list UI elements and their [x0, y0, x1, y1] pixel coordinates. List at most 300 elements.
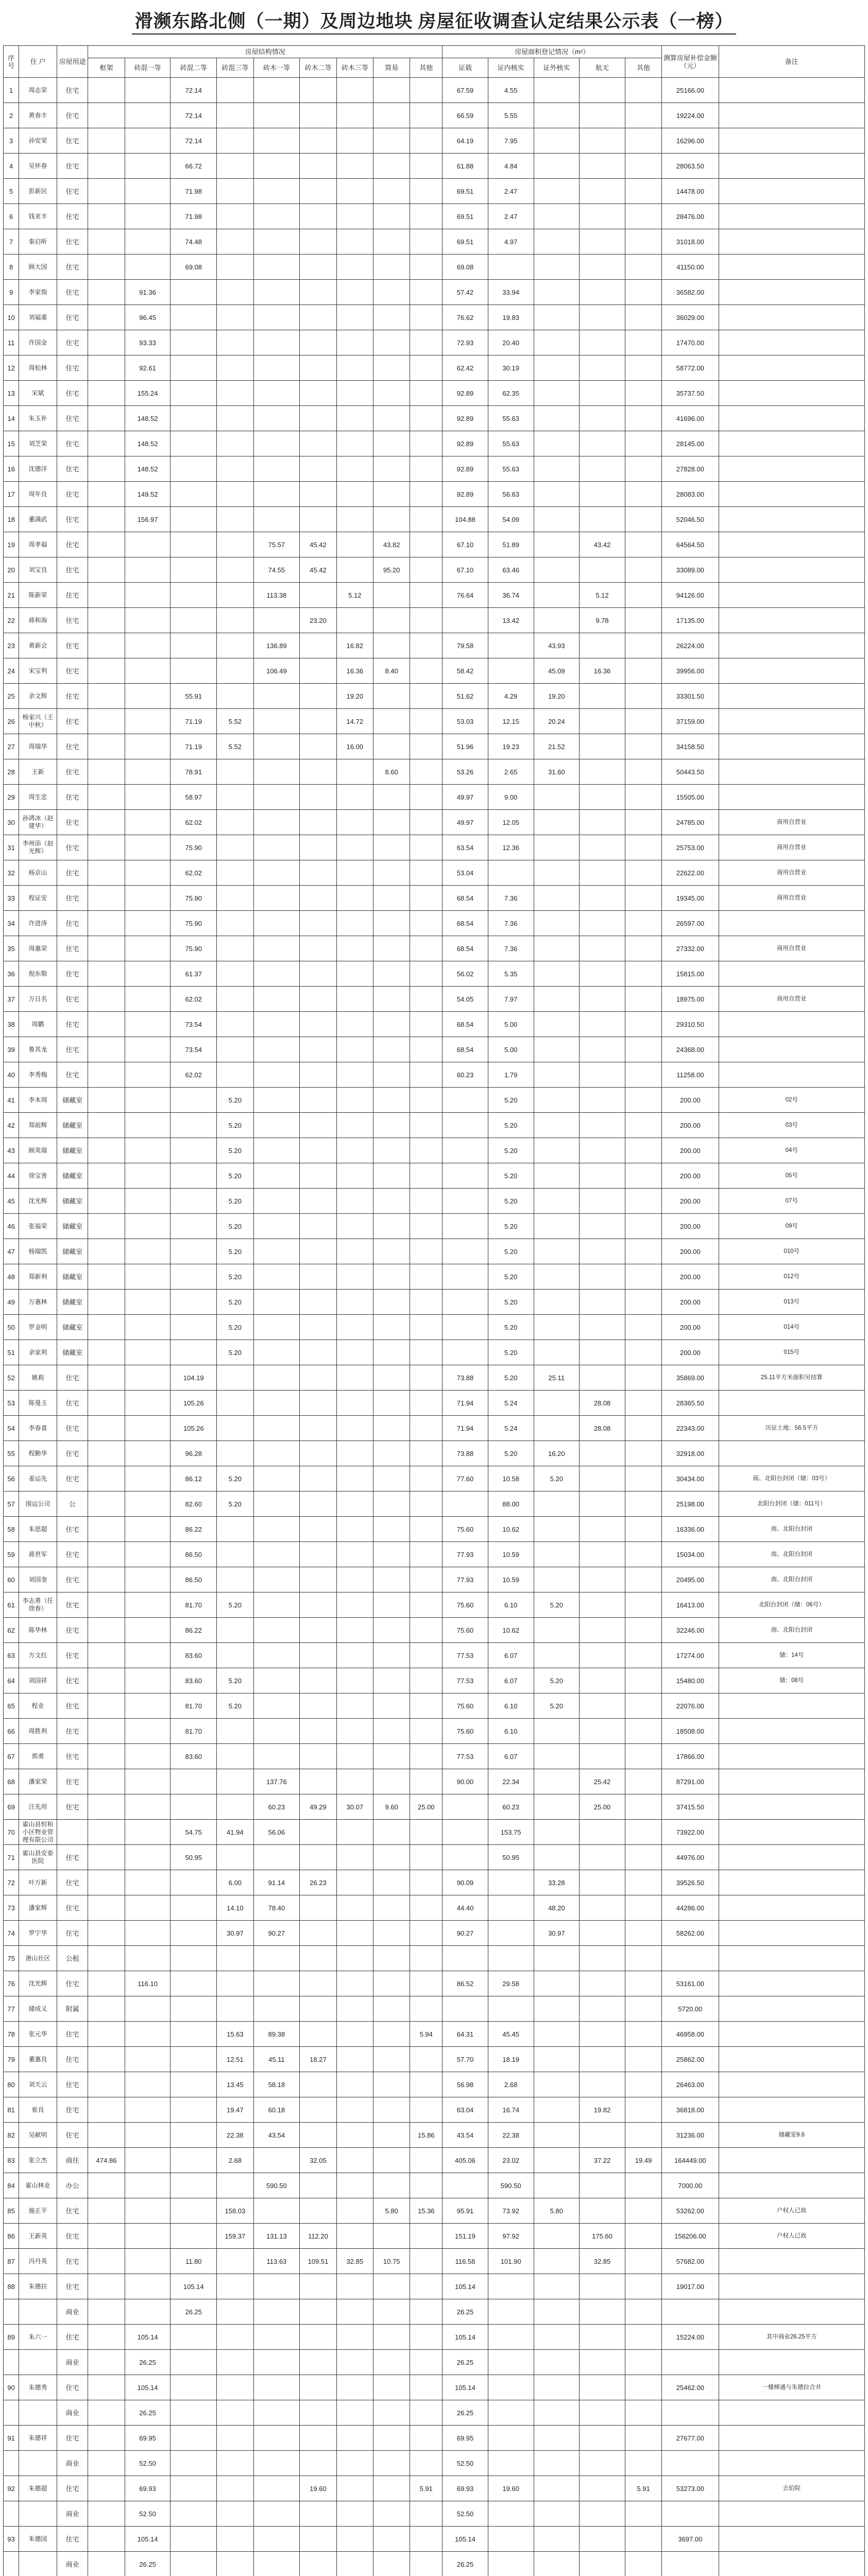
row-use: 商业 [57, 2451, 88, 2476]
row-cell [125, 532, 171, 557]
row-cell: 5.20 [217, 1163, 253, 1189]
row-cell: 79.58 [442, 633, 488, 658]
row-cell [580, 1466, 625, 1492]
row-use: 储藏室 [57, 1138, 88, 1163]
row-cell [336, 1921, 373, 1946]
row-cell [534, 431, 580, 456]
row-cell [410, 785, 442, 810]
row-use: 住宅 [57, 482, 88, 507]
row-cell [253, 128, 300, 154]
row-seq: 64 [4, 1668, 19, 1693]
table-row [4, 684, 865, 709]
table-row [4, 734, 865, 759]
row-cell: 77.93 [442, 1567, 488, 1592]
row-cell [336, 1315, 373, 1340]
row-cell [171, 2198, 217, 2224]
row-cell [217, 2501, 253, 2527]
row-cell [488, 1870, 534, 1895]
row-cell: 49.97 [442, 810, 488, 835]
row-cell [534, 2123, 580, 2148]
row-cell [410, 1618, 442, 1643]
row-remark: 04号 [719, 1138, 864, 1163]
row-value: 17866.00 [662, 1744, 719, 1769]
row-cell [217, 557, 253, 583]
row-cell: 148.52 [125, 456, 171, 482]
row-cell [373, 1870, 410, 1895]
row-cell [300, 911, 336, 936]
row-remark [719, 684, 864, 709]
row-cell: 5.94 [410, 2022, 442, 2047]
row-cell [373, 255, 410, 280]
row-cell [217, 431, 253, 456]
row-owner: 李州添（赵光辉） [19, 835, 57, 860]
row-cell [410, 557, 442, 583]
row-cell [534, 1391, 580, 1416]
row-cell: 74.48 [171, 229, 217, 255]
row-cell [253, 684, 300, 709]
row-cell [88, 1971, 125, 1996]
row-cell [217, 255, 253, 280]
row-cell [88, 229, 125, 255]
row-cell [534, 2501, 580, 2527]
row-cell [336, 987, 373, 1012]
row-cell [580, 860, 625, 886]
row-cell [88, 2299, 125, 2325]
row-cell [625, 2451, 661, 2476]
row-cell [300, 1971, 336, 1996]
row-cell [171, 1315, 217, 1340]
row-cell: 75.57 [253, 532, 300, 557]
row-cell [373, 1088, 410, 1113]
row-remark: 南、北阳台封闭 [719, 1517, 864, 1542]
row-cell [580, 557, 625, 583]
header-col: 证内核实 [488, 58, 534, 78]
row-value: 46958.00 [662, 2022, 719, 2047]
table-row [4, 2350, 865, 2375]
row-owner: 余文辉 [19, 684, 57, 709]
row-use: 住宅 [57, 2249, 88, 2274]
row-owner: 许国金 [19, 330, 57, 355]
row-remark [719, 2501, 864, 2527]
row-cell [410, 381, 442, 406]
row-cell [625, 2224, 661, 2249]
row-cell [217, 2451, 253, 2476]
row-use: 住宅 [57, 128, 88, 154]
row-owner: 宋斌 [19, 381, 57, 406]
row-cell [125, 1416, 171, 1441]
row-cell [336, 1870, 373, 1895]
row-cell: 175.60 [580, 2224, 625, 2249]
row-cell [253, 305, 300, 330]
row-cell [336, 1062, 373, 1088]
row-cell [253, 355, 300, 381]
row-seq: 88 [4, 2274, 19, 2299]
row-owner: 顾英瑞 [19, 1138, 57, 1163]
row-remark: 03号 [719, 1113, 864, 1138]
row-remark [719, 305, 864, 330]
row-value: 32918.00 [662, 1441, 719, 1466]
row-cell: 81.70 [171, 1693, 217, 1719]
row-cell [580, 1996, 625, 2022]
row-remark: 015号 [719, 1340, 864, 1365]
row-use: 住宅 [57, 759, 88, 785]
row-cell [125, 1088, 171, 1113]
row-cell [88, 785, 125, 810]
row-cell [336, 1088, 373, 1113]
row-cell [171, 280, 217, 305]
row-remark: 02号 [719, 1088, 864, 1113]
row-cell [300, 1996, 336, 2022]
row-value: 53161.00 [662, 1971, 719, 1996]
row-cell [300, 305, 336, 330]
row-cell [580, 154, 625, 179]
row-cell: 10.75 [373, 2249, 410, 2274]
row-cell: 63.04 [442, 2097, 488, 2123]
row-cell [88, 179, 125, 204]
row-cell: 71.94 [442, 1391, 488, 1416]
row-cell: 7.95 [488, 128, 534, 154]
row-cell [580, 936, 625, 961]
row-seq: 20 [4, 557, 19, 583]
row-cell [373, 835, 410, 860]
row-cell [410, 860, 442, 886]
row-owner: 孙鸿冰（赵建华） [19, 810, 57, 835]
row-cell [88, 330, 125, 355]
row-owner: 朱玉补 [19, 406, 57, 431]
row-cell: 9.60 [373, 1794, 410, 1820]
row-cell [373, 1290, 410, 1315]
row-cell [125, 936, 171, 961]
table-row [4, 507, 865, 532]
row-cell [300, 355, 336, 381]
row-cell: 62.02 [171, 810, 217, 835]
row-cell [300, 103, 336, 128]
row-cell: 15.36 [410, 2198, 442, 2224]
row-cell [300, 1088, 336, 1113]
row-cell [253, 2527, 300, 2552]
row-cell [373, 886, 410, 911]
row-cell [125, 1870, 171, 1895]
row-cell: 73.54 [171, 1012, 217, 1037]
row-cell: 43.54 [442, 2123, 488, 2148]
row-cell [625, 2501, 661, 2527]
row-cell [336, 1239, 373, 1264]
row-cell [253, 1290, 300, 1315]
header-col: 砖木二等 [300, 58, 336, 78]
row-cell [217, 330, 253, 355]
row-remark: 户权人已故 [719, 2224, 864, 2249]
row-cell: 81.70 [171, 1719, 217, 1744]
row-use: 住宅 [57, 936, 88, 961]
row-value [662, 2299, 719, 2325]
row-cell [171, 1163, 217, 1189]
row-cell [336, 961, 373, 987]
row-value: 200.00 [662, 1113, 719, 1138]
row-cell [300, 2198, 336, 2224]
row-cell: 10.62 [488, 1618, 534, 1643]
row-cell [373, 1643, 410, 1668]
row-cell: 5.00 [488, 1012, 534, 1037]
row-cell [410, 1340, 442, 1365]
row-value: 73922.00 [662, 1820, 719, 1845]
row-cell [171, 2173, 217, 2198]
row-cell [373, 154, 410, 179]
row-use: 住宅 [57, 280, 88, 305]
row-cell [580, 78, 625, 103]
row-cell: 48.20 [534, 1895, 580, 1921]
row-cell: 26.25 [125, 2350, 171, 2375]
row-remark [719, 1895, 864, 1921]
row-cell [625, 608, 661, 633]
row-owner: 刘天云 [19, 2072, 57, 2097]
row-owner: 周瑞华 [19, 734, 57, 759]
row-cell [253, 1567, 300, 1592]
row-value: 15815.00 [662, 961, 719, 987]
row-cell [125, 103, 171, 128]
row-cell: 67.10 [442, 557, 488, 583]
row-value: 28145.00 [662, 431, 719, 456]
row-use: 住宅 [57, 2274, 88, 2299]
row-seq: 80 [4, 2072, 19, 2097]
row-owner: 周生忠 [19, 785, 57, 810]
row-cell [625, 936, 661, 961]
row-owner: 周胜利 [19, 1719, 57, 1744]
row-cell: 6.07 [488, 1744, 534, 1769]
table-row [4, 2249, 865, 2274]
row-cell [580, 1719, 625, 1744]
row-cell: 5.20 [217, 1315, 253, 1340]
table-row [4, 2148, 865, 2173]
row-cell [373, 1517, 410, 1542]
row-value: 32246.00 [662, 1618, 719, 1643]
row-cell: 5.52 [217, 734, 253, 759]
row-cell [410, 608, 442, 633]
row-cell [253, 1618, 300, 1643]
row-seq: 73 [4, 1895, 19, 1921]
row-cell: 32.05 [300, 2148, 336, 2173]
row-cell [373, 456, 410, 482]
row-remark: 历证土地：56.5平方 [719, 1416, 864, 1441]
row-remark [719, 406, 864, 431]
row-cell [253, 1996, 300, 2022]
row-cell: 5.91 [625, 2476, 661, 2501]
row-value: 44976.00 [662, 1845, 719, 1870]
row-cell: 50.95 [488, 1845, 534, 1870]
row-remark [719, 1946, 864, 1971]
row-cell [580, 2299, 625, 2325]
row-cell: 19.83 [488, 305, 534, 330]
row-cell [88, 1517, 125, 1542]
row-cell [488, 633, 534, 658]
row-cell [125, 229, 171, 255]
row-cell: 16.74 [488, 2097, 534, 2123]
table-row [4, 103, 865, 128]
row-cell [88, 1138, 125, 1163]
row-cell [625, 1315, 661, 1340]
row-remark: 一楼梯通与朱德拉合并 [719, 2375, 864, 2400]
row-value [662, 2501, 719, 2527]
row-cell [580, 1820, 625, 1845]
row-cell [534, 810, 580, 835]
row-cell [336, 1769, 373, 1794]
row-use: 储藏室 [57, 1290, 88, 1315]
row-use: 住宅 [57, 1416, 88, 1441]
row-cell [336, 2299, 373, 2325]
row-cell [217, 305, 253, 330]
row-cell [410, 78, 442, 103]
row-cell: 71.98 [171, 179, 217, 204]
row-value: 44286.00 [662, 1895, 719, 1921]
row-cell: 68.54 [442, 936, 488, 961]
row-cell [534, 355, 580, 381]
row-cell: 52.50 [442, 2501, 488, 2527]
row-owner: 许进涛 [19, 911, 57, 936]
row-seq: 51 [4, 1340, 19, 1365]
row-cell: 5.20 [217, 1113, 253, 1138]
row-cell [534, 1820, 580, 1845]
row-value: 27828.00 [662, 456, 719, 482]
row-seq: 15 [4, 431, 19, 456]
row-cell [580, 1643, 625, 1668]
header-col: 砖木三等 [336, 58, 373, 78]
row-cell [625, 2022, 661, 2047]
row-cell [300, 381, 336, 406]
row-seq: 86 [4, 2224, 19, 2249]
row-cell: 19.82 [580, 2097, 625, 2123]
header-remark: 备注 [719, 46, 864, 78]
row-cell [410, 2325, 442, 2350]
row-cell: 90.27 [253, 1921, 300, 1946]
row-cell [253, 330, 300, 355]
row-use: 储藏室 [57, 1264, 88, 1290]
row-cell: 104.88 [442, 507, 488, 532]
row-cell [373, 860, 410, 886]
row-cell: 75.60 [442, 1719, 488, 1744]
row-cell [534, 1567, 580, 1592]
row-cell [336, 886, 373, 911]
row-cell [534, 1643, 580, 1668]
row-cell [625, 1542, 661, 1567]
row-cell [580, 1315, 625, 1340]
row-cell [217, 2173, 253, 2198]
row-cell: 51.62 [442, 684, 488, 709]
row-cell: 75.60 [442, 1693, 488, 1719]
row-cell: 75.60 [442, 1618, 488, 1643]
row-cell [373, 406, 410, 431]
row-cell [300, 2299, 336, 2325]
row-cell [171, 633, 217, 658]
row-cell [88, 608, 125, 633]
row-cell [336, 1391, 373, 1416]
row-value: 20495.00 [662, 1567, 719, 1592]
row-cell: 55.91 [171, 684, 217, 709]
row-cell [336, 1189, 373, 1214]
row-cell [125, 835, 171, 860]
row-cell: 16.82 [336, 633, 373, 658]
row-cell: 43.82 [373, 532, 410, 557]
row-cell: 19.60 [488, 2476, 534, 2501]
row-cell: 77.53 [442, 1744, 488, 1769]
row-cell [625, 1971, 661, 1996]
row-seq: 83 [4, 2148, 19, 2173]
row-seq: 5 [4, 179, 19, 204]
row-cell [410, 2451, 442, 2476]
row-cell: 26.25 [442, 2400, 488, 2426]
row-cell [336, 1340, 373, 1365]
row-value: 53262.00 [662, 2198, 719, 2224]
row-cell [88, 2224, 125, 2249]
row-cell [625, 1517, 661, 1542]
header-value: 测算房屋补偿金额（元） [662, 46, 719, 78]
row-cell [125, 2097, 171, 2123]
row-cell [217, 1062, 253, 1088]
row-seq: 24 [4, 658, 19, 684]
row-cell [373, 2022, 410, 2047]
row-seq: 81 [4, 2097, 19, 2123]
row-cell [580, 835, 625, 860]
row-owner: 刘福重 [19, 305, 57, 330]
row-cell [373, 810, 410, 835]
row-cell [625, 1794, 661, 1820]
row-cell [300, 2350, 336, 2375]
row-seq: 33 [4, 886, 19, 911]
row-cell [253, 1037, 300, 1062]
row-cell [300, 1290, 336, 1315]
row-cell [171, 557, 217, 583]
row-cell: 72.93 [442, 330, 488, 355]
row-cell [125, 1391, 171, 1416]
row-cell: 19.20 [534, 684, 580, 709]
row-cell [625, 911, 661, 936]
row-cell: 55.63 [488, 431, 534, 456]
row-seq: 18 [4, 507, 19, 532]
row-cell [300, 255, 336, 280]
row-cell [217, 1567, 253, 1592]
row-cell: 62.02 [171, 860, 217, 886]
table-row [4, 255, 865, 280]
row-cell [625, 684, 661, 709]
row-cell [373, 1012, 410, 1037]
row-value: 34158.50 [662, 734, 719, 759]
row-owner [19, 2451, 57, 2476]
table-row [4, 482, 865, 507]
row-use: 住宅 [57, 1693, 88, 1719]
row-cell [336, 355, 373, 381]
row-cell [300, 204, 336, 229]
row-cell [88, 280, 125, 305]
row-cell: 37.22 [580, 2148, 625, 2173]
table-row [4, 961, 865, 987]
row-cell [625, 557, 661, 583]
row-owner: 万日名 [19, 987, 57, 1012]
row-cell [125, 1693, 171, 1719]
row-cell [217, 1794, 253, 1820]
row-cell [253, 406, 300, 431]
row-remark [719, 229, 864, 255]
row-cell [125, 179, 171, 204]
row-cell [442, 1996, 488, 2022]
row-owner: 陈华林 [19, 1618, 57, 1643]
row-cell: 53.04 [442, 860, 488, 886]
row-seq: 29 [4, 785, 19, 810]
row-cell: 77.93 [442, 1542, 488, 1567]
row-cell [410, 1113, 442, 1138]
row-cell [580, 255, 625, 280]
row-cell [373, 1744, 410, 1769]
row-remark [719, 709, 864, 734]
row-cell: 53.26 [442, 759, 488, 785]
row-cell [88, 936, 125, 961]
